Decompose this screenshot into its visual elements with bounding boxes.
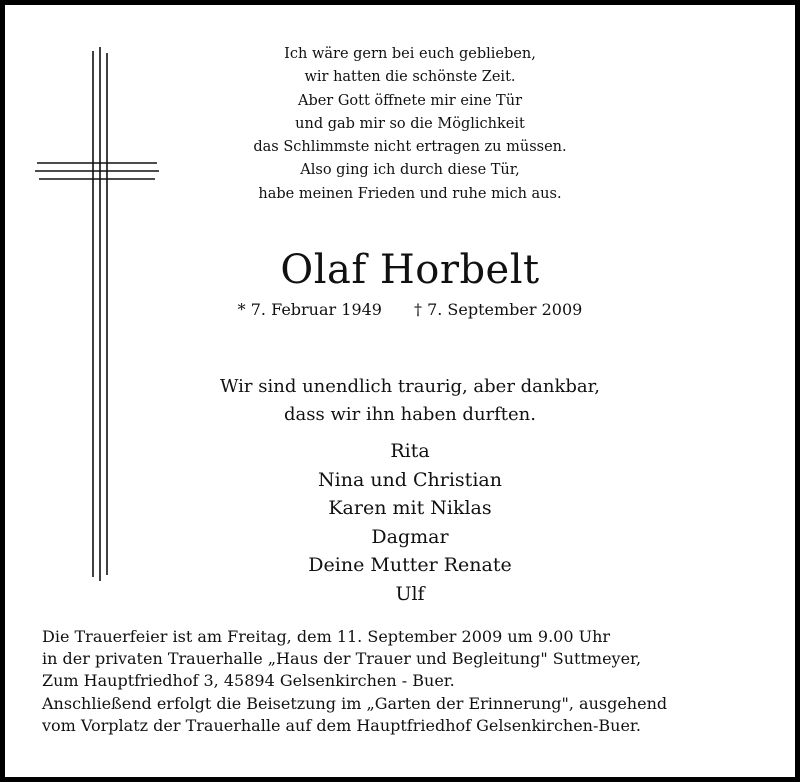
notice-line: Anschließend erfolgt die Beisetzung im „Garten der Erinnerung", ausgehend [42, 693, 668, 713]
mourner-name: Deine Mutter Renate [308, 554, 512, 577]
notice-line: Zum Hauptfriedhof 3, 45894 Gelsenkirchen - Buer. [42, 671, 455, 691]
funeral-notice [42, 626, 772, 737]
deceased-name: Olaf Horbelt [280, 247, 540, 293]
poem-line: das Schlimmste nicht ertragen zu müssen. [253, 139, 567, 156]
notice-line: in der privaten Trauerhalle „Haus der Trauer und Begleitung" Suttmeyer, [42, 649, 642, 669]
poem [185, 43, 635, 206]
mourner-name: Ulf [395, 582, 425, 605]
mourner-name: Rita [390, 440, 430, 462]
mourner-name: Nina und Christian [318, 468, 502, 491]
poem-line: Aber Gott öffnete mir eine Tür [297, 92, 523, 109]
birth-date: * 7. Februar 1949 [237, 300, 382, 319]
mourners-list [205, 437, 615, 609]
christian-cross-icon [33, 45, 161, 583]
life-dates [165, 299, 655, 321]
thanks-line: Wir sind unendlich traurig, aber dankbar, [219, 376, 601, 397]
notice-line: Die Trauerfeier ist am Freitag, dem 11. September 2009 um 9.00 Uhr [42, 627, 611, 646]
thanks-line: dass wir ihn haben durften. [284, 404, 536, 425]
mourner-name: Karen mit Niklas [328, 497, 492, 520]
mourner-name: Dagmar [371, 525, 449, 548]
poem-line: wir hatten die schönste Zeit. [304, 69, 516, 86]
poem-line: habe meinen Frieden und ruhe mich aus. [258, 185, 562, 202]
notice-line: vom Vorplatz der Trauerhalle auf dem Hauptfriedhof Gelsenkirchen-Buer. [42, 715, 641, 735]
poem-line: Also ging ich durch diese Tür, [300, 162, 520, 179]
poem-line: und gab mir so die Möglichkeit [295, 115, 525, 132]
death-date: † 7. September 2009 [413, 300, 583, 319]
thanks-text [155, 373, 665, 429]
poem-line: Ich wäre gern bei euch geblieben, [284, 46, 536, 62]
